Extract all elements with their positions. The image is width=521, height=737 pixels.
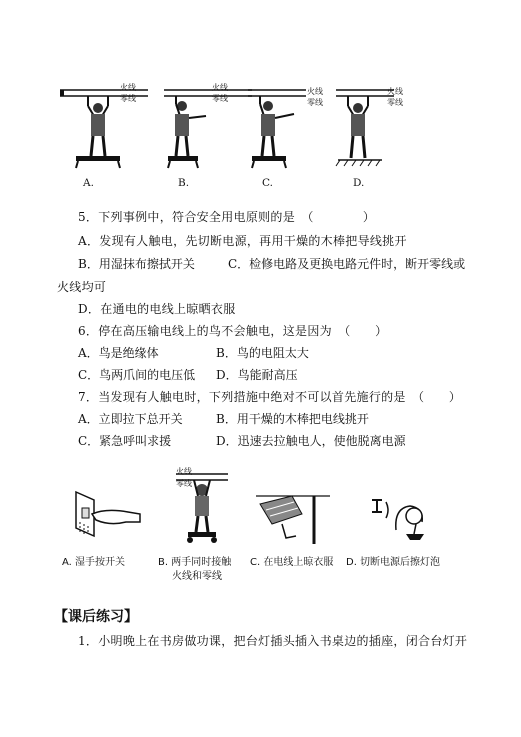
scene-caption-a: A. 湿手按开关	[62, 557, 126, 568]
figure-letter-a: A.	[83, 177, 94, 189]
question-6-stem: 6．停在高压输电线上的鸟不会触电，这是因为 （ ）	[78, 324, 388, 338]
question-7-option-c: C．紧急呼叫求援	[78, 434, 172, 448]
wire-label-live-d: 火线	[387, 87, 403, 96]
question-7-option-a: A．立即拉下总开关	[78, 412, 183, 426]
question-5-option-c-continued: 火线均可	[57, 280, 107, 294]
scene-caption-d: D. 切断电源后擦灯泡	[346, 557, 441, 568]
wire-label-neutral-c: 零线	[307, 98, 323, 107]
question-5-stem: 5．下列事例中，符合安全用电原则的是 （ ）	[78, 210, 376, 224]
scene-wet-hand-switch	[66, 488, 146, 548]
wire-label-neutral-a: 零线	[120, 94, 136, 103]
question-6-option-c: C．鸟两爪间的电压低	[78, 368, 196, 382]
question-5-option-d: D．在通电的电线上晾晒衣服	[78, 302, 236, 316]
question-7-option-b: B．用干燥的木棒把电线挑开	[216, 412, 369, 426]
scene-clothes-on-wire	[252, 488, 332, 548]
scene-b-wire-live: 火线	[176, 467, 192, 476]
wire-label-live-c: 火线	[307, 87, 323, 96]
wire-label-live-a: 火线	[120, 83, 136, 92]
scene-caption-c: C. 在电线上晾衣服	[250, 557, 334, 568]
scene-wipe-bulb	[366, 490, 436, 546]
scene-b-wire-neutral: 零线	[176, 479, 192, 488]
question-6-option-b: B．鸟的电阻太大	[216, 346, 309, 360]
figure-letter-b: B.	[178, 177, 190, 189]
wire-label-neutral-d: 零线	[387, 98, 403, 107]
figure-letter-d: D.	[353, 177, 365, 189]
scene-caption-b-line2: 火线和零线	[172, 571, 222, 582]
question-6-option-a: A．鸟是绝缘体	[78, 346, 159, 360]
question-5-option-c: C．检修电路及更换电路元件时，断开零线或	[228, 257, 466, 271]
figure-option-d	[334, 80, 434, 188]
question-6-option-d: D．鸟能耐高压	[216, 368, 298, 382]
question-7-stem: 7．当发现有人触电时，下列措施中绝对不可以首先施行的是 （ ）	[78, 390, 462, 404]
wire-label-neutral-b: 零线	[212, 94, 228, 103]
figure-option-a	[58, 80, 158, 188]
after-class-question-1: 1．小明晚上在书房做功课，把台灯插头插入书桌边的插座，闭合台灯开	[78, 634, 468, 648]
question-5-option-a: A．发现有人触电，先切断电源，再用干燥的木棒把导线挑开	[78, 234, 407, 248]
wire-label-live-b: 火线	[212, 83, 228, 92]
section-heading-after-class: 【课后练习】	[54, 609, 138, 625]
figure-letter-c: C.	[262, 177, 273, 189]
scene-caption-b-line1: B. 两手同时接触	[158, 557, 232, 568]
question-7-option-d: D．迅速去拉触电人，使他脱离电源	[216, 434, 406, 448]
question-5-option-b: B．用湿抹布擦拭开关	[78, 257, 195, 271]
figure-option-c	[246, 80, 346, 188]
